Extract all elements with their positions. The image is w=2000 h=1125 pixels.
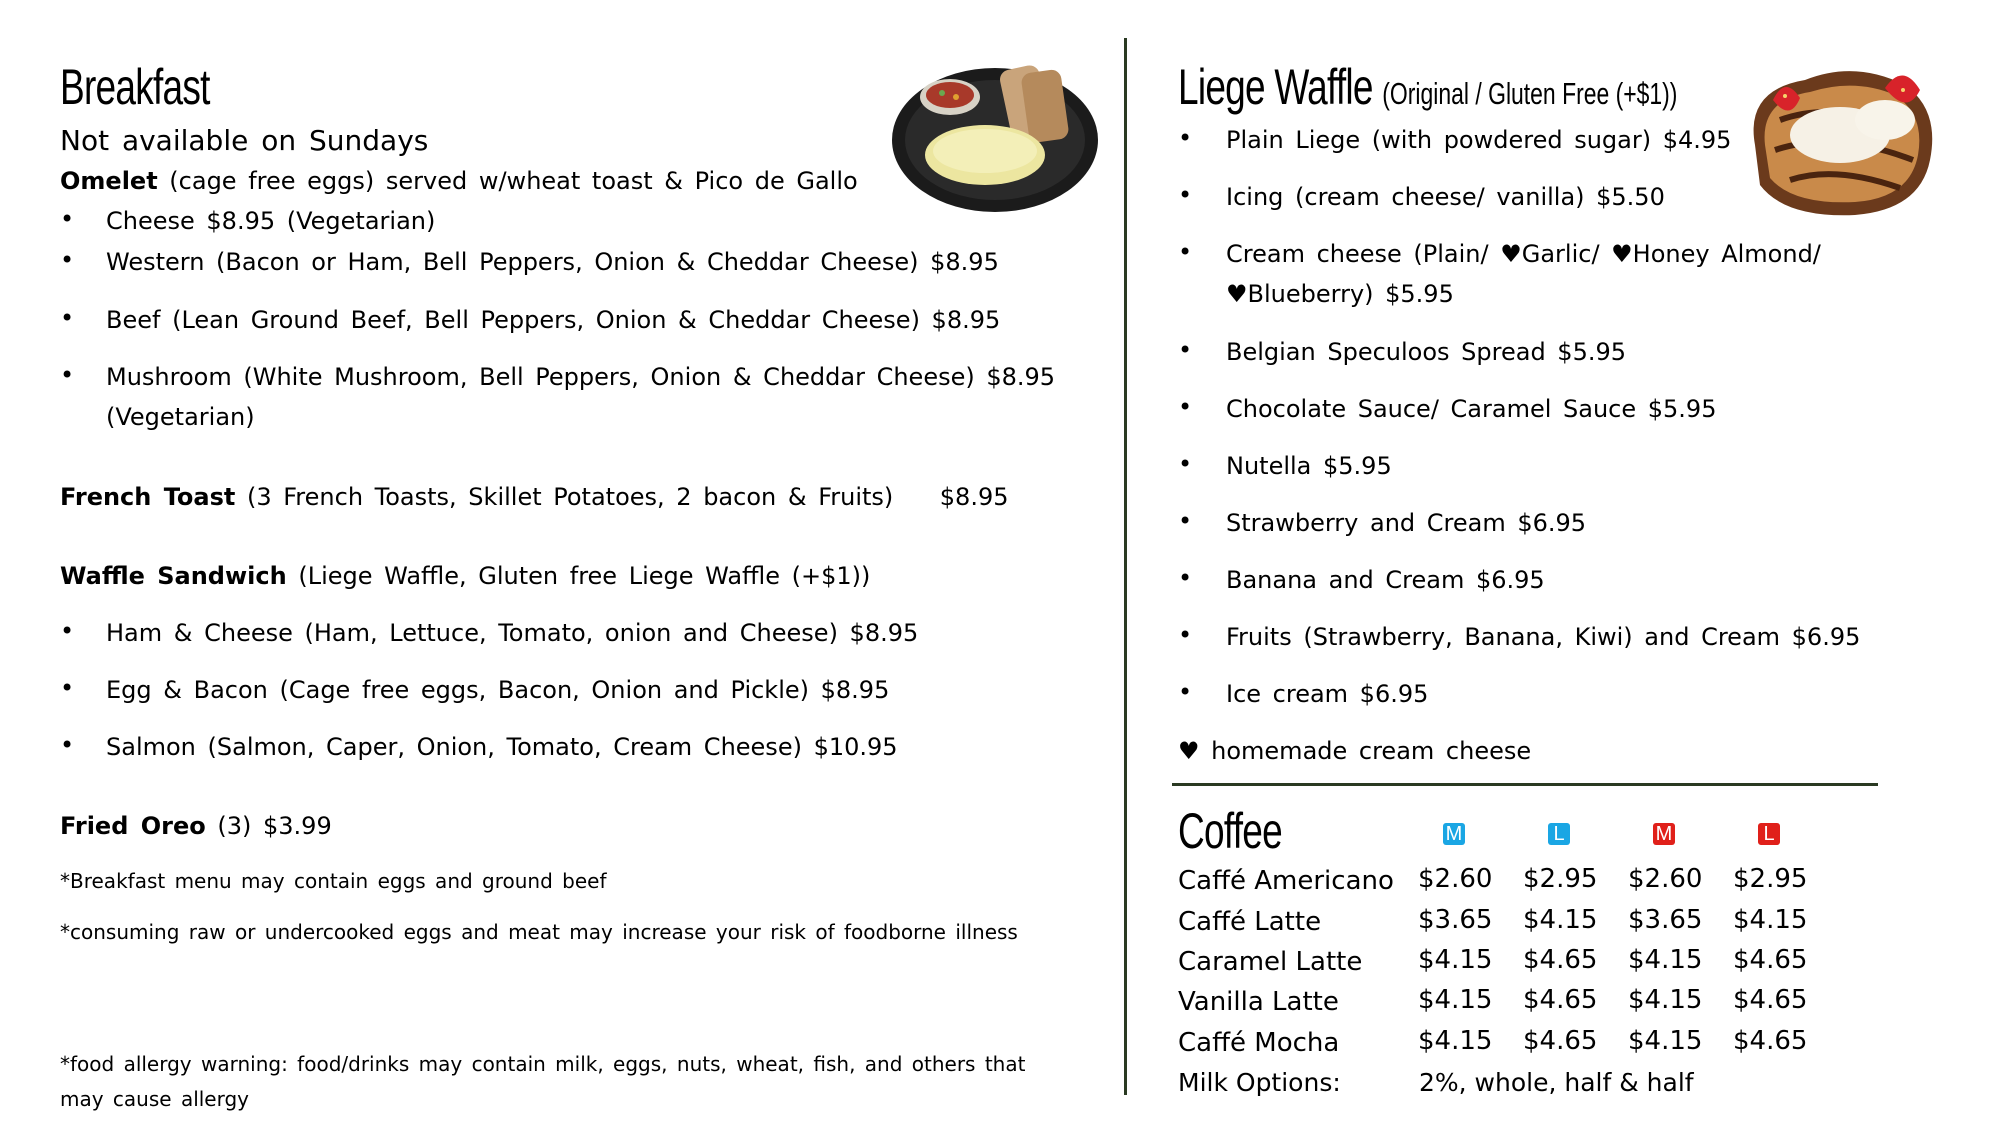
waffle-item: Icing (cream cheese/ vanilla) $5.50 [1226,183,1665,211]
coffee-price: $4.65 [1733,945,1808,975]
bullet-dot: • [60,304,75,332]
omelet-line [60,167,858,195]
bullet-dot: • [1178,124,1193,152]
breakfast-note: *Breakfast menu may contain eggs and ground beef [60,869,607,893]
waffle-title-text: Liege Waffle [1178,59,1373,115]
coffee-price: $2.95 [1733,864,1808,894]
waffle-title [1178,58,1677,116]
section-divider [1172,783,1878,786]
waffle-item: Fruits (Strawberry, Banana, Kiwi) and Cream $6.95 [1226,623,1861,651]
waffle-title-variants: (Original / Gluten Free (+$1)) [1382,76,1678,111]
coffee-price: $4.65 [1523,1026,1598,1056]
omelet-description: (cage free eggs) served w/wheat toast & Pico de Gallo [157,167,858,195]
omelet-item: Western (Bacon or Ham, Bell Peppers, Onion & Cheddar Cheese) $8.95 [106,248,999,276]
bullet-dot: • [60,246,75,274]
bullet-dot: • [60,617,75,645]
coffee-price: $4.15 [1523,905,1598,935]
size-large-badge: L [1758,823,1780,845]
sandwich-item: Ham & Cheese (Ham, Lettuce, Tomato, onion and Cheese) $8.95 [106,619,919,647]
allergy-note-continued: may cause allergy [60,1087,250,1111]
bullet-dot: • [60,674,75,702]
coffee-price: $4.15 [1628,1026,1703,1056]
milk-options-label: Milk Options: [1178,1068,1341,1097]
coffee-name: Caramel Latte [1178,947,1363,977]
coffee-name: Caffé Latte [1178,907,1322,937]
coffee-price: $4.65 [1523,985,1598,1015]
waffle-sandwich-line [60,562,870,590]
allergy-note: *food allergy warning: food/drinks may contain milk, eggs, nuts, wheat, fish, and others that [60,1052,1026,1076]
waffle-item: Chocolate Sauce/ Caramel Sauce $5.95 [1226,395,1717,423]
coffee-price: $4.15 [1628,945,1703,975]
size-medium-badge: M [1653,823,1675,845]
bullet-dot: • [1178,621,1193,649]
fried-oreo-line [60,812,332,840]
breakfast-title: Breakfast [60,59,210,115]
omelet-item: Mushroom (White Mushroom, Bell Peppers, Onion & Cheddar Cheese) $8.95 [106,363,1056,391]
bullet-dot: • [1178,450,1193,478]
waffle-item: Belgian Speculoos Spread $5.95 [1226,338,1627,366]
coffee-price: $2.95 [1523,864,1598,894]
waffle-item: Ice cream $6.95 [1226,680,1429,708]
coffee-price: $4.65 [1523,945,1598,975]
sandwich-item: Salmon (Salmon, Caper, Onion, Tomato, Cream Cheese) $10.95 [106,733,898,761]
bullet-dot: • [1178,393,1193,421]
coffee-price: $4.65 [1733,985,1808,1015]
bullet-dot: • [60,731,75,759]
waffle-item: Plain Liege (with powdered sugar) $4.95 [1226,126,1732,154]
waffle-sandwich-description: (Liege Waffle, Gluten free Liege Waffle (+$1)) [286,562,871,590]
omelet-item: Beef (Lean Ground Beef, Bell Peppers, Onion & Cheddar Cheese) $8.95 [106,306,1001,334]
coffee-price: $4.15 [1418,945,1493,975]
coffee-title: Coffee [1178,803,1282,859]
coffee-name: Caffé Americano [1178,866,1394,896]
waffle-item: Nutella $5.95 [1226,452,1392,480]
omelet-heading: Omelet [60,167,158,195]
bullet-dot: • [60,361,75,389]
breakfast-subtitle: Not available on Sundays [60,124,429,157]
waffle-sandwich-heading: Waffle Sandwich [60,562,287,590]
bullet-dot: • [1178,238,1193,266]
bullet-dot: • [1178,507,1193,535]
coffee-price: $2.60 [1628,864,1703,894]
french-toast-line [60,483,1009,511]
omelet-item-continued: (Vegetarian) [106,403,255,431]
coffee-price: $4.15 [1733,905,1808,935]
coffee-price: $3.65 [1628,905,1703,935]
raw-eggs-note: *consuming raw or undercooked eggs and meat may increase your risk of foodborne illness [60,920,1018,944]
size-large-badge: L [1548,823,1570,845]
french-toast-description: (3 French Toasts, Skillet Potatoes, 2 bacon & Fruits) $8.95 [235,483,1009,511]
fried-oreo-description: (3) $3.99 [205,812,332,840]
bullet-dot: • [1178,564,1193,592]
coffee-name: Caffé Mocha [1178,1028,1340,1058]
waffle-item: Cream cheese (Plain/ ♥Garlic/ ♥Honey Almond/ [1226,240,1821,268]
milk-options-value: 2%, whole, half & half [1419,1068,1694,1097]
coffee-price: $4.15 [1418,985,1493,1015]
coffee-price: $4.65 [1733,1026,1808,1056]
coffee-name: Vanilla Latte [1178,987,1339,1017]
waffle-item: Strawberry and Cream $6.95 [1226,509,1587,537]
bullet-dot: • [1178,336,1193,364]
coffee-price: $4.15 [1628,985,1703,1015]
omelet-plate-image [890,55,1100,215]
sandwich-item: Egg & Bacon (Cage free eggs, Bacon, Onion and Pickle) $8.95 [106,676,890,704]
waffle-dessert-image [1735,50,1940,225]
coffee-price: $4.15 [1418,1026,1493,1056]
omelet-item: Cheese $8.95 (Vegetarian) [106,207,436,235]
bullet-dot: • [1178,181,1193,209]
column-divider [1124,38,1127,1095]
bullet-dot: • [1178,678,1193,706]
size-medium-badge: M [1443,823,1465,845]
bullet-dot: • [60,205,75,233]
coffee-price: $2.60 [1418,864,1493,894]
fried-oreo-heading: Fried Oreo [60,812,206,840]
waffle-item: Banana and Cream $6.95 [1226,566,1545,594]
waffle-item-continued: ♥Blueberry) $5.95 [1226,280,1454,308]
french-toast-heading: French Toast [60,483,236,511]
homemade-cream-cheese-note: ♥ homemade cream cheese [1178,737,1532,765]
coffee-price: $3.65 [1418,905,1493,935]
